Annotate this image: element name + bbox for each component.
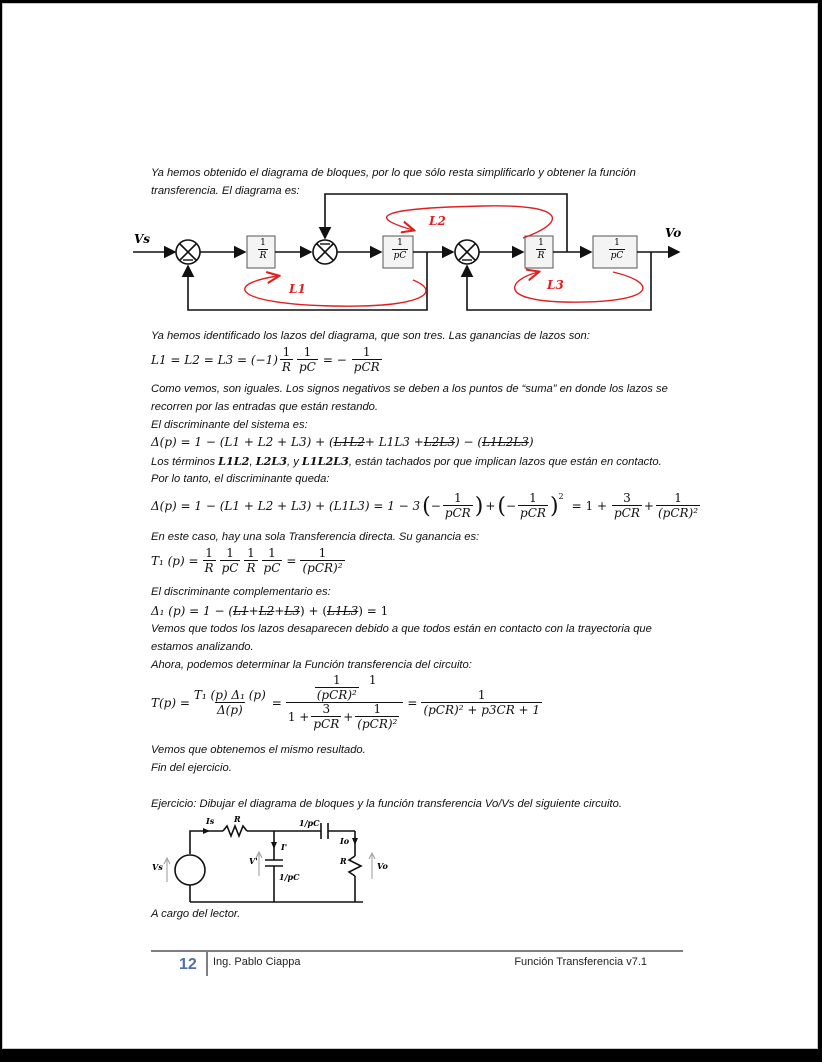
label-v-prime: V' [249, 856, 258, 866]
para-vanish-line-2: estamos analizando. [151, 641, 254, 653]
terms-text: Los términos L1L2, L2L3, y L1L2L3, están tachados por que implican lazos que están en contacto. [151, 454, 662, 468]
equation-transfer-function: T(p) = $\frac{\text{T₁ (p) Δ₁ (p)}}{\Delta(p)}$ = $\frac{1}{\text{(pCR)²}}$ 1 1 + $\frac{3}{\text{pCR}}$ + $\frac{1}{\text{(pCR)²}}$ = $\frac{1}{\text{(pCR)² + p3CR + 1}}$ [151, 673, 541, 731]
label-c-series: 1/pC [299, 818, 320, 828]
footer-rule [151, 950, 683, 952]
page-number: 12 [179, 956, 197, 973]
block-4-over-pc: $\frac{1}{pC}$ [610, 238, 624, 261]
para-equal-line-1: Como vemos, son iguales. Los signos negativos se deben a los puntos de “suma” en donde los lazos se [151, 383, 668, 395]
equation-delta1: Δ₁ (p) = 1 − ( L1 + L2 + L3 ) + ( L1L3 ) = 1 [151, 604, 389, 618]
para-vanish-line-1: Vemos que todos los lazos desaparecen debido a que todos están en contacto con la trayectoria que [151, 623, 652, 635]
label-c-shunt: 1/pC [279, 872, 300, 882]
output-label-vo: Vo [665, 226, 682, 240]
label-vo: Vo [377, 861, 388, 871]
para-equal-line-2: recorren por las entradas que están restando. [151, 401, 378, 413]
block-2-over-pc: $\frac{1}{pC}$ [393, 238, 407, 261]
block-diagram-svg [3, 4, 819, 324]
direct-transfer-text: En este caso, hay una sola Transferencia directa. Su ganancia es: [151, 531, 480, 543]
complementary-label: El discriminante complementario es: [151, 586, 331, 598]
label-io: Io [340, 836, 350, 846]
label-vs: Vs [152, 862, 163, 872]
block-1-over-r: $\frac{1}{R}$ [259, 238, 267, 261]
equation-discriminant: Δ(p) = 1 − (L1 + L2 + L3) + ( L1L2 + L1L3 + L2L3 ) − ( L1L2L3 ) [151, 435, 534, 449]
exercise-text: Ejercicio: Dibujar el diagrama de bloques y la función transferencia Vo/Vs del siguiente circuito. [151, 798, 622, 810]
discriminant-label: El discriminante del sistema es: [151, 419, 308, 431]
now-text: Ahora, podemos determinar la Función transferencia del circuito: [151, 659, 472, 671]
label-r2: R [340, 856, 347, 866]
equation-t1: T₁ (p) = $\frac{1}{R}$ $\frac{1}{pC}$ $\frac{1}{R}$ $\frac{1}{pC}$ = $\frac{1}{\text{(pCR)²}}$ [151, 546, 343, 575]
equation-loop-gains: L1 = L2 = L3 = (−1) $\frac{1}{R}$ $\frac{1}{pC}$ = − $\frac{1}{\text{pCR}}$ [151, 345, 380, 374]
loop-label-l3: L3 [547, 278, 564, 292]
equation-discriminant-simplified: Δ(p) = 1 − (L1 + L2 + L3) + (L1L3) = 1 − 3 ( − $\frac{1}{\text{pCR}}$ ) + ( − $\frac{1}{\text{pCR}}$ ) $^2$ = 1 + $\frac{3}{\text{pCR}}$ + $\frac{1}{\text{(pCR)²}}$ [151, 491, 699, 520]
document-page [2, 3, 818, 1049]
footer-author: Ing. Pablo Ciappa [213, 956, 301, 968]
input-label-vs: Vs [134, 232, 151, 246]
end-text: Fin del ejercicio. [151, 762, 232, 774]
intro-line-2: transferencia. El diagrama es: [151, 185, 300, 197]
intro-line-1: Ya hemos obtenido el diagrama de bloques, por lo que sólo resta simplificarlo y obtener la función [151, 167, 636, 179]
block-diagram [3, 4, 819, 324]
label-r1: R [234, 814, 241, 824]
label-is: Is [206, 816, 215, 826]
block-3-over-r: $\frac{1}{R}$ [537, 238, 545, 261]
reader-text: A cargo del lector. [151, 908, 241, 920]
loops-text: Ya hemos identificado los lazos del diagrama, que son tres. Las ganancias de lazos son: [151, 330, 590, 342]
therefore-text: Por lo tanto, el discriminante queda: [151, 473, 330, 485]
loop-label-l1: L1 [289, 282, 306, 296]
same-result-text: Vemos que obtenemos el mismo resultado. [151, 744, 366, 756]
label-i-prime: I' [281, 842, 288, 852]
footer-separator [206, 952, 208, 976]
footer-title: Función Transferencia v7.1 [514, 956, 647, 968]
loop-label-l2: L2 [429, 214, 446, 228]
